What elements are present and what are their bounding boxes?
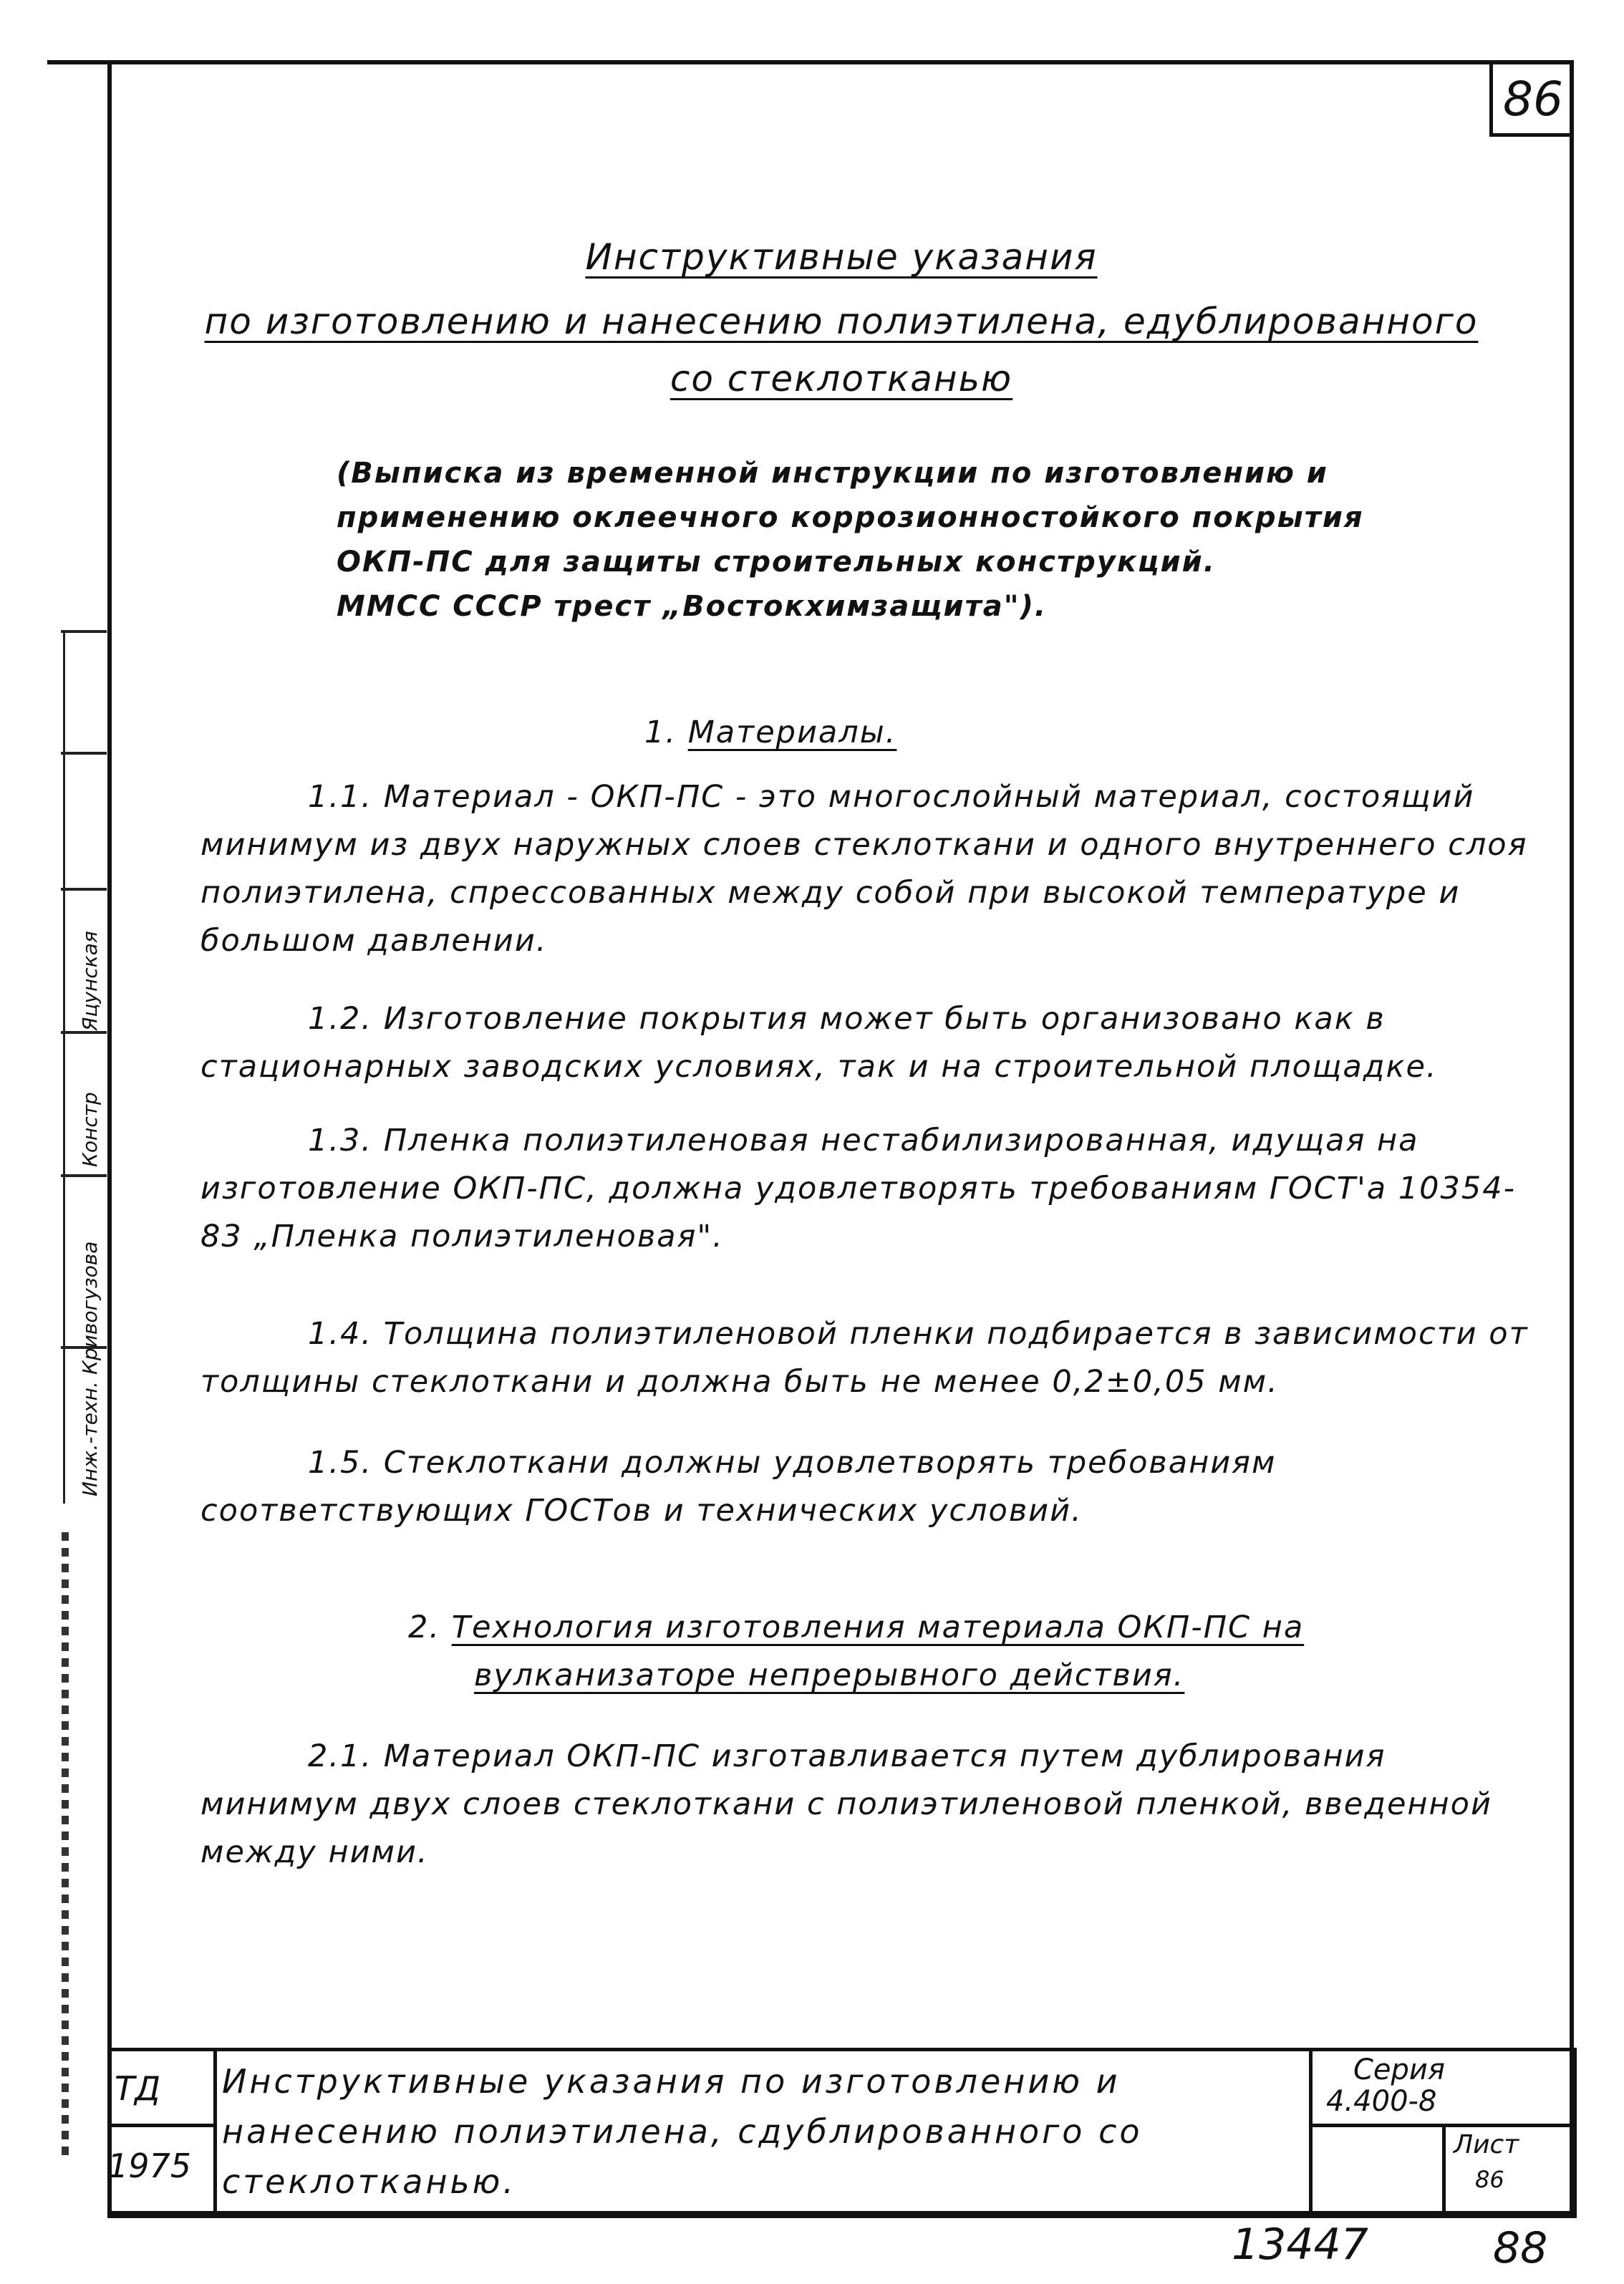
paragraph-1-3: 1.3. Пленка полиэтиленовая нестабилизированная, идущая на изготовление ОКП-ПС, должна удовлетворять требованиям ГОСТ'а 10354-83 „Пленка полиэтиленовая". [200, 1123, 1517, 1254]
binding-divider [61, 752, 107, 755]
frame-top-line [47, 60, 1574, 64]
binding-divider [61, 1174, 107, 1177]
paragraph-1-2: 1.2. Изготовление покрытия может быть организовано как в стационарных заводских условиях, так и на строительной площадке. [200, 1001, 1438, 1085]
extract-line-1: (Выписка из временной инструкции по изготовлению и [337, 457, 1328, 490]
sheet-label: Лист [1454, 2130, 1519, 2159]
extract-note [337, 451, 1518, 629]
binding-perforation [62, 1532, 69, 2162]
page-number: 86 [1489, 64, 1573, 137]
title-block-description-line-1: Инструктивные указания по изготовлению и [222, 2062, 1121, 2101]
frame-right-line [1570, 60, 1574, 2215]
binding-divider [61, 888, 107, 891]
title-line-2: по изготовлению и нанесению полиэтилена, едублированного [204, 301, 1479, 342]
inventory-number: 13447 [1232, 2220, 1368, 2270]
series-label: Серия [1353, 2053, 1445, 2086]
title-block-year: 1975 [107, 2147, 192, 2185]
sheet-value: 86 [1475, 2166, 1504, 2193]
section-2-heading [408, 1604, 1518, 1700]
section-2-title-line-2: вулканизаторе непрерывного действия. [474, 1658, 1185, 1693]
binding-role-2: Констр [78, 1092, 102, 1167]
title-block-line [213, 2048, 217, 2215]
binding-name-2: Яцунская [78, 931, 102, 1031]
extract-line-4: ММСС СССР трест „Востокхимзащита"). [337, 590, 1048, 623]
binding-strip [63, 630, 108, 1504]
title-line-1: Инструктивные указания [585, 236, 1098, 278]
series-value: 4.400-8 [1326, 2085, 1437, 2118]
section-2-number: 2. [408, 1610, 441, 1645]
section-2-title-line-1: Технология изготовления материала ОКП-ПС на [451, 1610, 1305, 1645]
footer-page-number: 88 [1493, 2223, 1548, 2273]
section-1-heading [644, 709, 1146, 757]
paragraph-1-1: 1.1. Материал - ОКП-ПС - это многослойный материал, состоящий минимум из двух наружных слоев стеклоткани и одного внутреннего слоя полиэтилена, спрессованных между собой при высокой температуре и большом давлении. [200, 779, 1528, 959]
title-block-description-line-3: стеклотканью. [222, 2162, 517, 2201]
binding-name-1: Кривогузова [78, 1241, 102, 1375]
title-block-line [1309, 2124, 1570, 2127]
extract-line-2: применению оклеечного коррозионностойкого покрытия [337, 501, 1364, 534]
paragraph-1-4: 1.4. Толщина полиэтиленовой пленки подбирается в зависимости от толщины стеклоткани и должна быть не менее 0,2±0,05 мм. [200, 1316, 1529, 1400]
section-1-title: Материалы. [687, 715, 897, 750]
section-1-number: 1. [644, 715, 677, 750]
paragraph-1-5: 1.5. Стеклоткани должны удовлетворять требованиям соответствующих ГОСТов и технических условий. [200, 1445, 1277, 1529]
paragraph-2-1: 2.1. Материал ОКП-ПС изготавливается путем дублирования минимум двух слоев стеклоткани с полиэтиленовой пленкой, введенной между ними. [200, 1738, 1492, 1870]
title-block-line [1309, 2048, 1313, 2215]
title-block-line [107, 2124, 215, 2127]
title-block-line [1442, 2124, 1446, 2212]
extract-line-3: ОКП-ПС для защиты строительных конструкций. [337, 546, 1216, 579]
title-block-description-line-2: нанесению полиэтилена, сдублированного со [222, 2112, 1143, 2151]
title-block-code: ТД [115, 2069, 161, 2108]
title-line-3: со стеклотканью [670, 358, 1013, 400]
binding-role-1: Инж.-техн. [78, 1381, 102, 1496]
binding-divider [61, 630, 107, 633]
title-block-description [222, 2056, 1303, 2207]
binding-divider [61, 1031, 107, 1034]
